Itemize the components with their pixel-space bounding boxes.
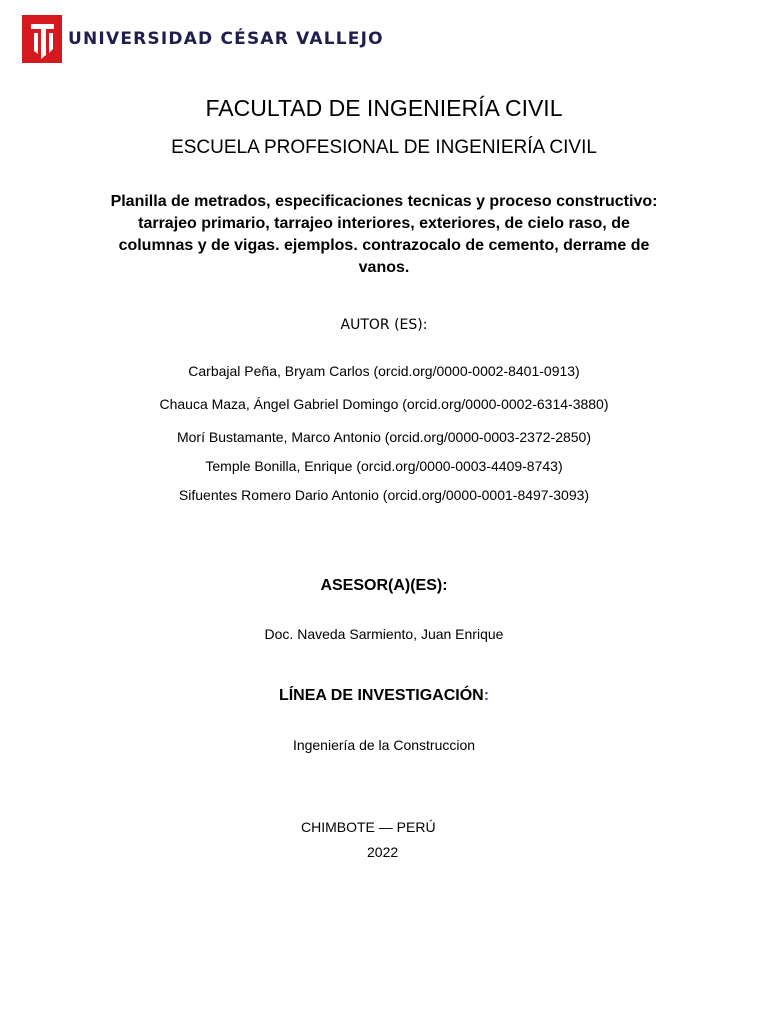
author-item: Chauca Maza, Ángel Gabriel Domingo (orcid.org/0000-0002-6314-3880)	[159, 396, 609, 412]
research-line-label: LÍNEA DE INVESTIGACIÓN	[278, 687, 484, 704]
author-item: Morí Bustamante, Marco Antonio (orcid.org/0000-0003-2372-2850)	[176, 429, 591, 445]
author-item: Temple Bonilla, Enrique (orcid.org/0000-0003-4409-8743)	[205, 458, 563, 474]
ucv-shield-icon	[22, 15, 62, 63]
authors-heading: AUTOR (ES):	[340, 317, 428, 333]
research-line-colon: :	[483, 687, 490, 704]
author-item: Sifuentes Romero Dario Antonio (orcid.org/0000-0001-8497-3093)	[178, 487, 590, 503]
place-line: CHIMBOTE — PERÚ	[301, 819, 436, 835]
author-item: Carbajal Peña, Bryam Carlos (orcid.org/0000-0002-8401-0913)	[188, 363, 580, 379]
advisors-heading: ASESOR(A)(ES):	[320, 577, 448, 594]
year-line: 2022	[367, 844, 399, 860]
research-line-value: Ingeniería de la Construccion	[292, 737, 476, 753]
document-title: Planilla de metrados, especificaciones tecnicas y proceso constructivo: tarrajeo primario, tarrajeo interiores, exteriores, de cielo raso, de columnas y de vigas. ejemplos. contrazocalo de cemento, derrame de vanos.	[110, 193, 658, 276]
advisor-name: Doc. Naveda Sarmiento, Juan Enrique	[264, 626, 504, 642]
school-title: ESCUELA PROFESIONAL DE INGENIERÍA CIVIL	[171, 137, 597, 158]
university-logo	[22, 15, 384, 65]
university-name: UNIVERSIDAD CÉSAR VALLEJO	[68, 29, 384, 49]
faculty-title: FACULTAD DE INGENIERÍA CIVIL	[205, 95, 563, 121]
research-line-heading	[0, 686, 768, 706]
